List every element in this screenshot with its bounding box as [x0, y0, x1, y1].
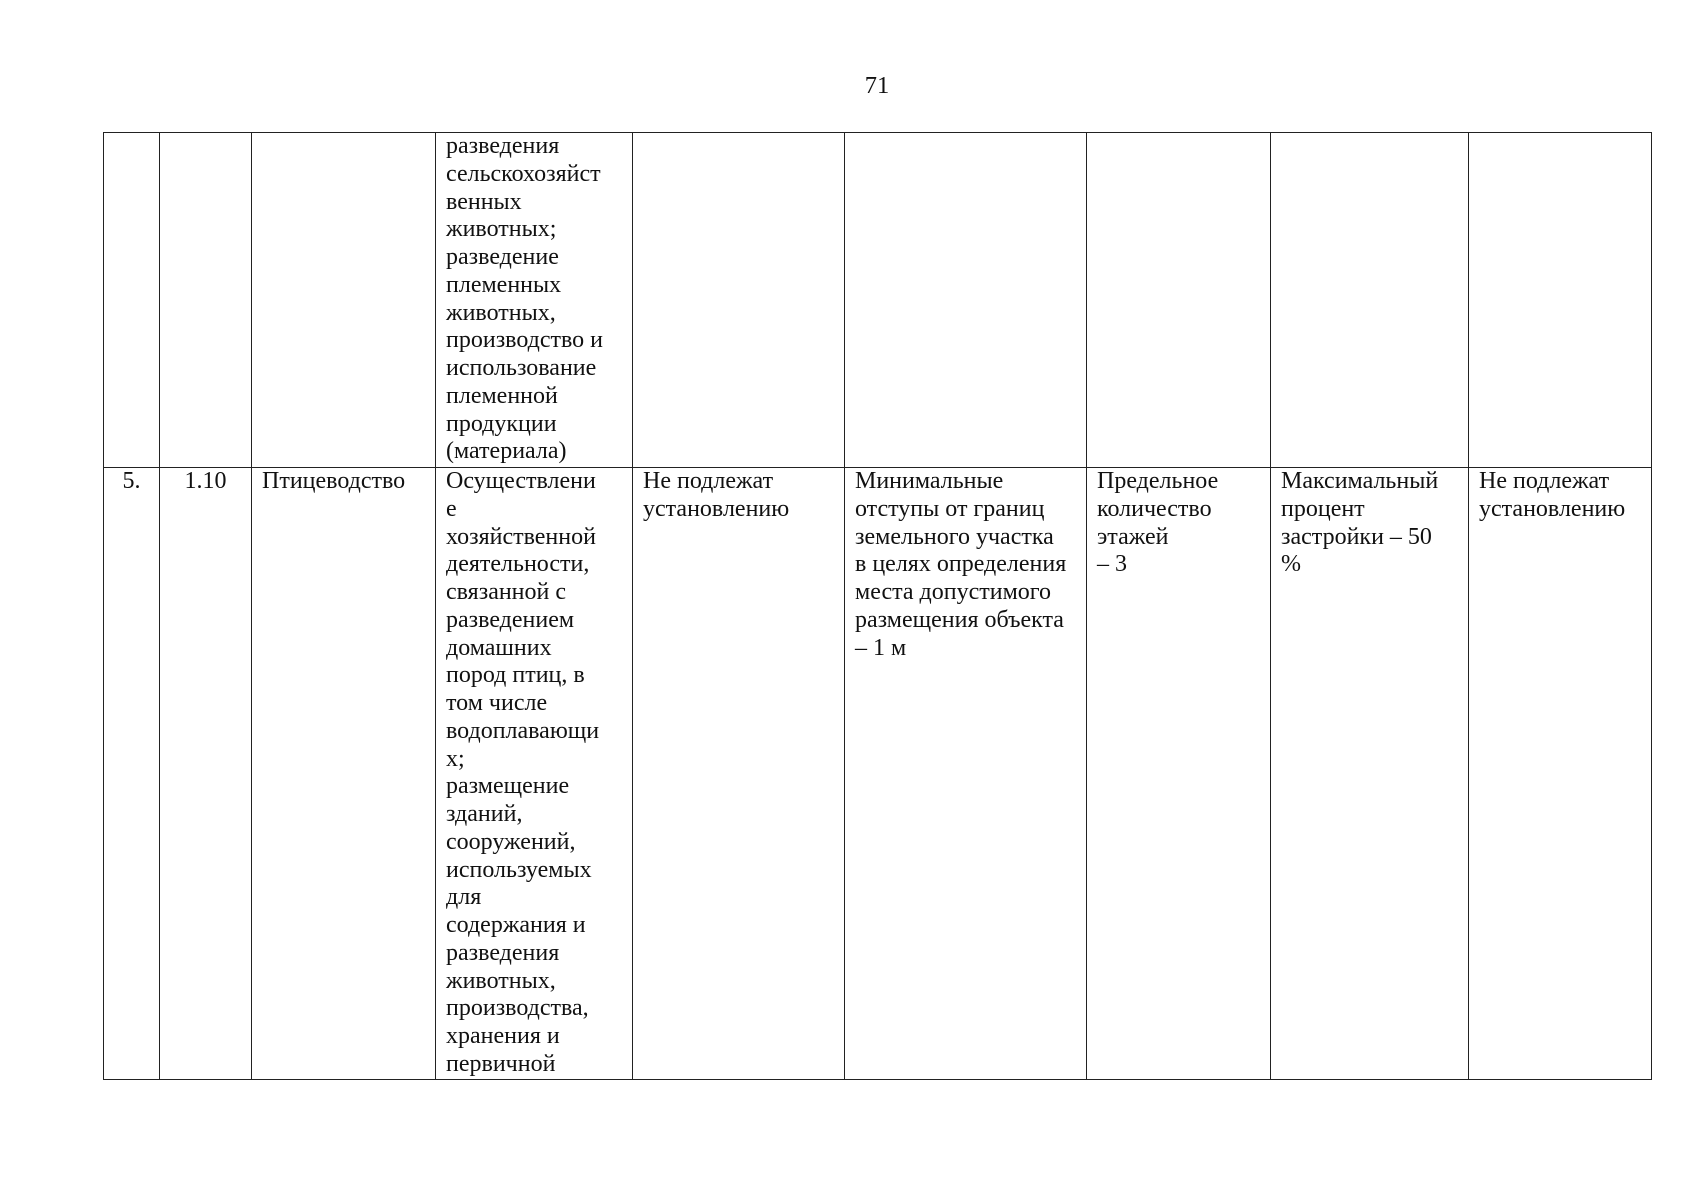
cell-plot-size — [633, 133, 845, 468]
cell-setbacks — [845, 133, 1087, 468]
cell-use-name: Птицеводство — [252, 468, 436, 1080]
table-row — [104, 133, 1652, 468]
cell-use-code — [160, 133, 252, 468]
cell-item-number: 5. — [104, 468, 160, 1080]
table-row — [104, 468, 1652, 1080]
cell-floors — [1087, 133, 1271, 468]
cell-use-description: разведения сельскохозяйст венных животных; разведение племенных животных, производство и использование племенной продукции (материала) — [436, 133, 633, 468]
cell-setbacks: Минимальные отступы от границ земельного участка в целях определения места допустимого размещения объекта – 1 м — [845, 468, 1087, 1080]
cell-other-parameters — [1469, 133, 1652, 468]
cell-other-parameters: Не подлежат установлению — [1469, 468, 1652, 1080]
cell-plot-size: Не подлежат установлению — [633, 468, 845, 1080]
cell-floors: Предельное количество этажей – 3 — [1087, 468, 1271, 1080]
cell-use-code: 1.10 — [160, 468, 252, 1080]
land-use-table — [103, 132, 1652, 1080]
cell-coverage: Максимальный процент застройки – 50 % — [1271, 468, 1469, 1080]
cell-use-description: Осуществлени е хозяйственной деятельности, связанной с разведением домашних пород птиц, в том числе водоплавающи х; размещение зданий, сооружений, используемых для содержания и разведения животных, производства, хранения и первичной — [436, 468, 633, 1080]
cell-coverage — [1271, 133, 1469, 468]
cell-use-name — [252, 133, 436, 468]
cell-item-number — [104, 133, 160, 468]
page-number: 71 — [864, 72, 890, 99]
